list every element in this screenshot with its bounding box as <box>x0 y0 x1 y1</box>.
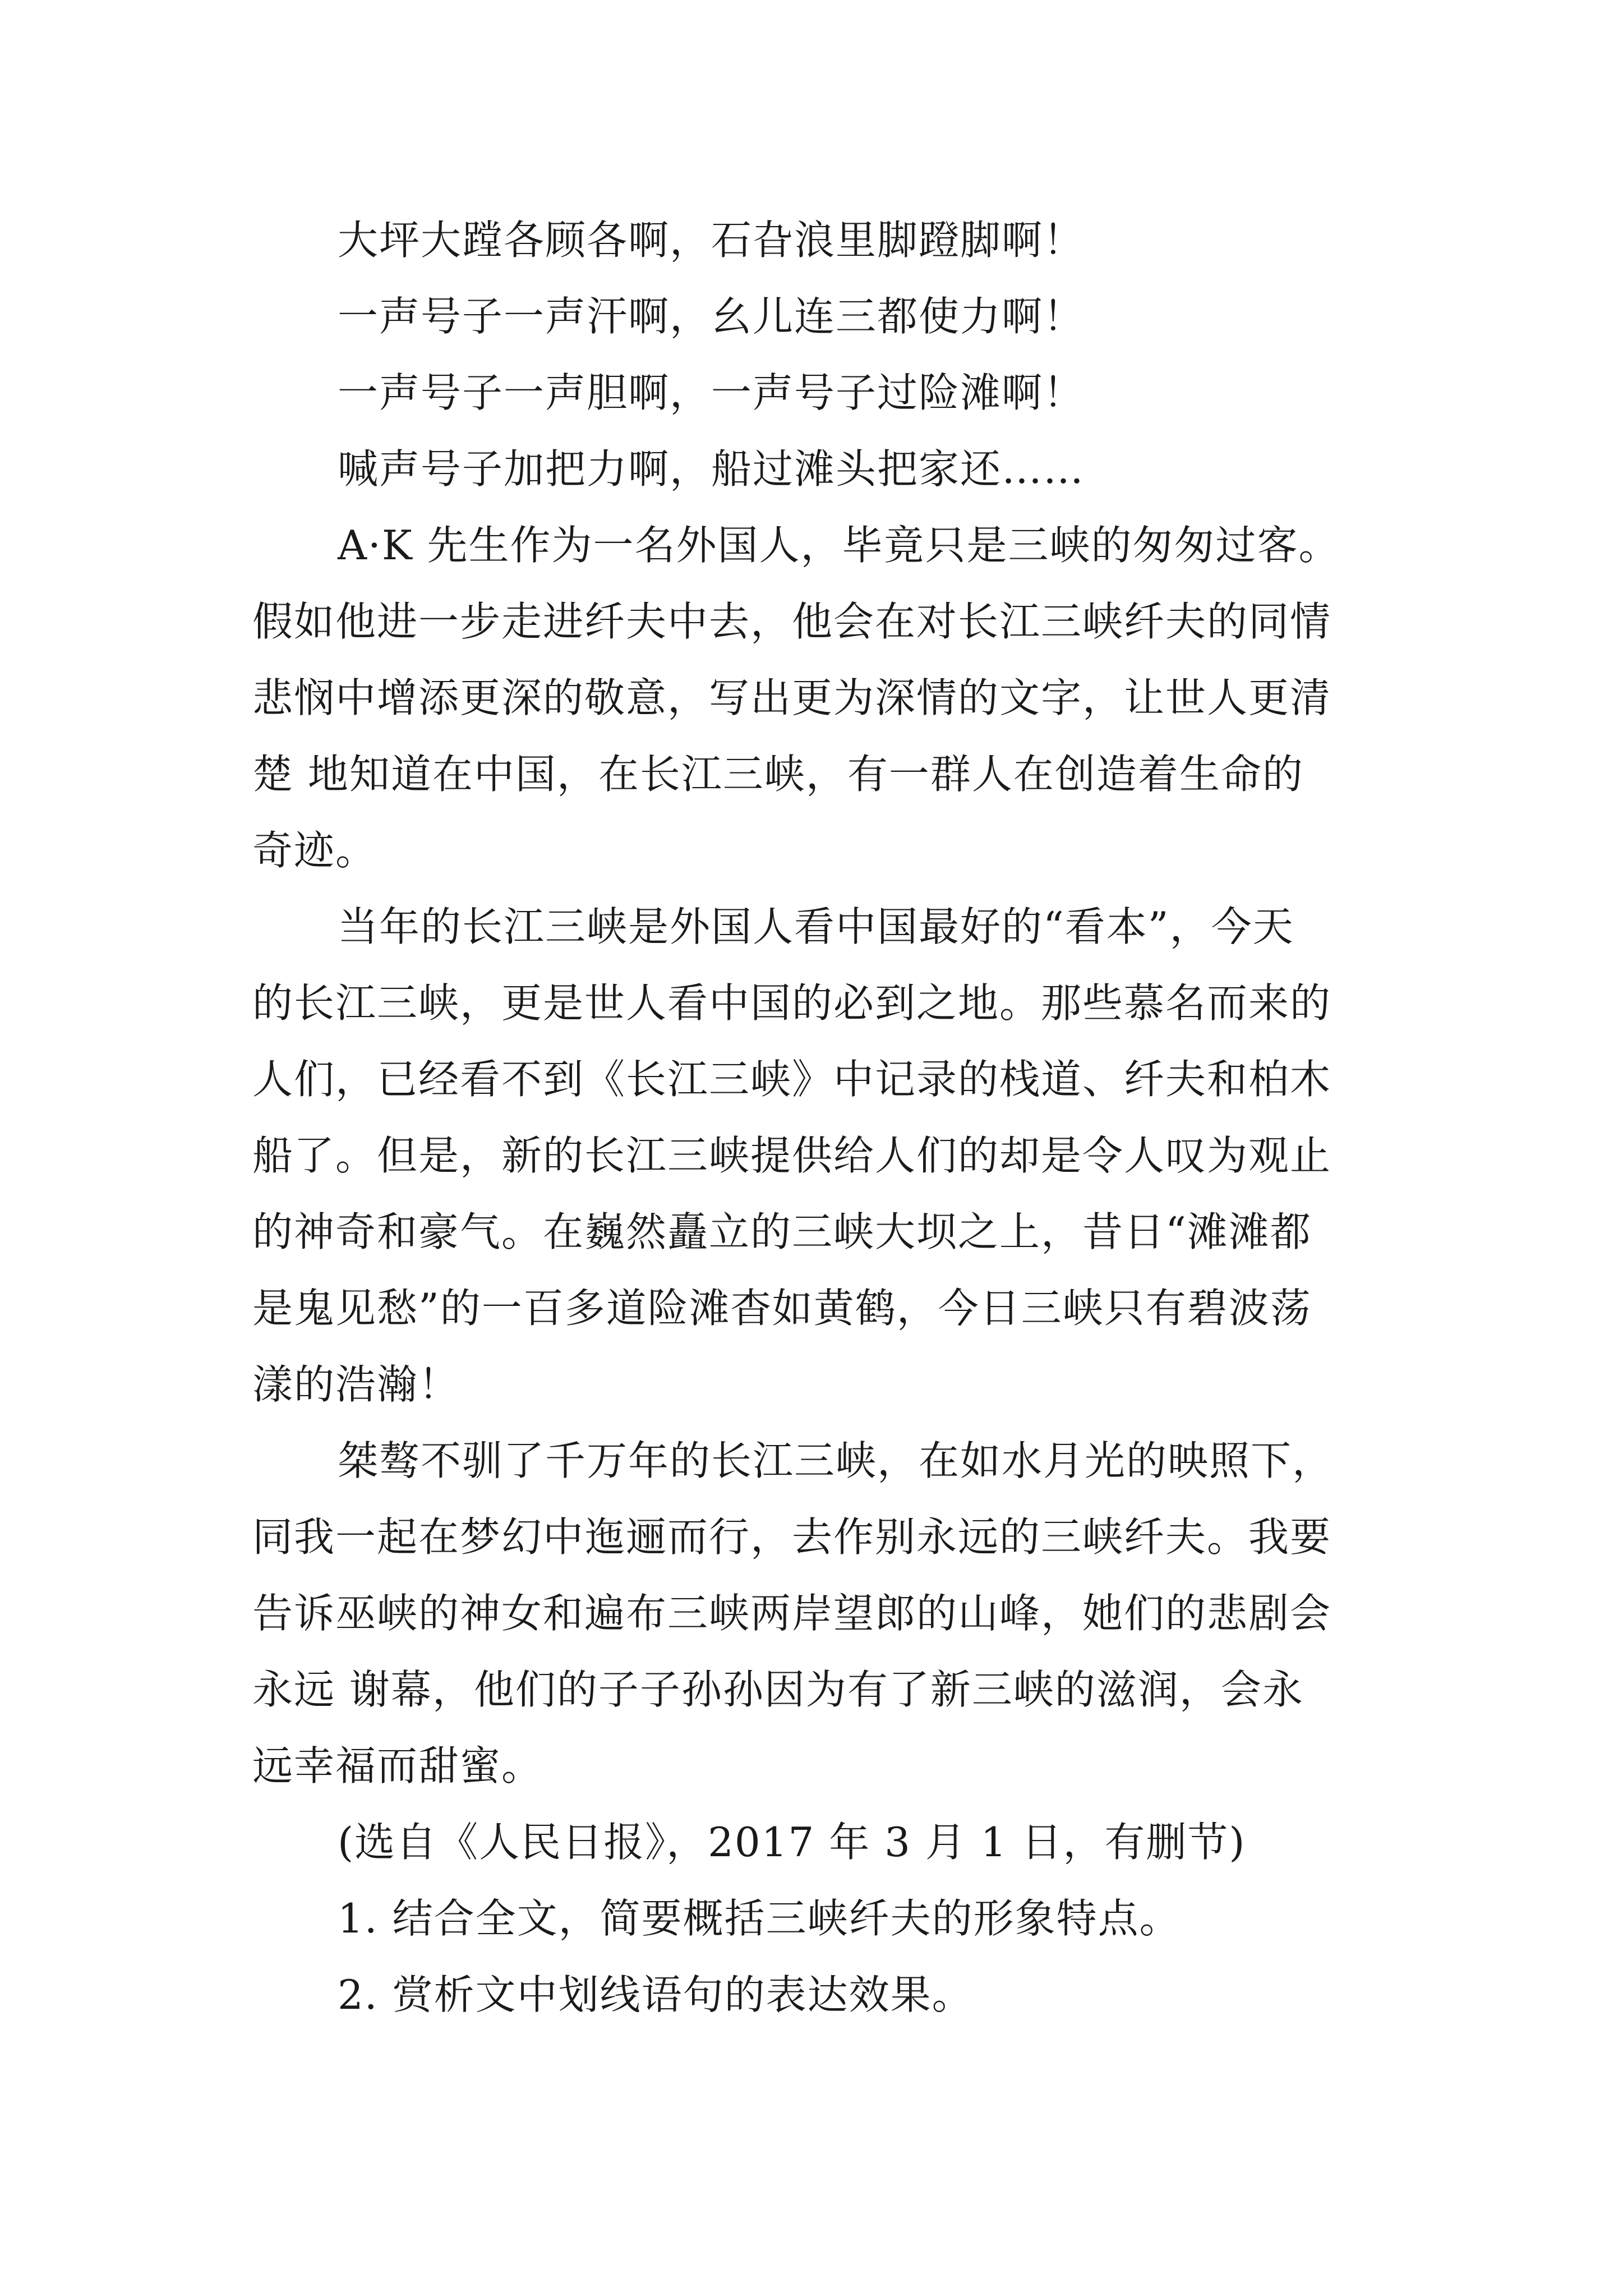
paragraph-line: 奇迹。 <box>252 827 377 874</box>
paragraph-line: 漾的浩瀚！ <box>252 1361 460 1408</box>
paragraph-line: 悲悯中增添更深的敬意，写出更为深情的文字，让世人更清 <box>252 674 1332 721</box>
paragraph-line: 桀骜不驯了千万年的长江三峡，在如水月光的映照下， <box>338 1437 1334 1484</box>
paragraph-line: 假如他进一步走进纤夫中去，他会在对长江三峡纤夫的同情 <box>252 598 1332 645</box>
song-lyrics <box>252 202 1385 507</box>
paragraph-three-gorges-then-now <box>252 889 1385 1423</box>
song-line: 一声号子一声汗啊，幺儿连三都使力啊！ <box>338 293 1085 340</box>
paragraph-line: 船了。但是，新的长江三峡提供给人们的却是令人叹为观止 <box>252 1132 1332 1179</box>
song-line: 大坪大蹚各顾各啊，石旮浪里脚蹬脚啊！ <box>338 217 1085 264</box>
paragraph-farewell <box>252 1423 1385 1804</box>
paragraph-line: 同我一起在梦幻中迤逦而行，去作别永远的三峡纤夫。我要 <box>252 1513 1332 1561</box>
document-page <box>252 202 1385 2033</box>
paragraph-line: 远幸福而甜蜜。 <box>252 1742 543 1789</box>
song-line: 一声号子一声胆啊，一声号子过险滩啊！ <box>338 369 1085 416</box>
paragraph-ak-visitor <box>252 507 1385 889</box>
paragraph-line: 人们，已经看不到《长江三峡》中记录的栈道、纤夫和柏木 <box>252 1056 1332 1103</box>
paragraph-line: 告诉巫峡的神女和遍布三峡两岸望郎的山峰，她们的悲剧会 <box>252 1590 1332 1637</box>
source-citation: (选自《人民日报》，2017 年 3 月 1 日，有删节) <box>338 1819 1246 1866</box>
paragraph-line: 永远 谢幕，他们的子子孙孙因为有了新三峡的滋润，会永 <box>252 1666 1304 1713</box>
paragraph-line: A·K 先生作为一名外国人，毕竟只是三峡的匆匆过客。 <box>338 522 1340 569</box>
paragraph-line: 当年的长江三峡是外国人看中国最好的“看本”，今天 <box>338 903 1294 950</box>
song-line: 喊声号子加把力啊，船过滩头把家还…… <box>338 445 1085 493</box>
paragraph-line: 是鬼见愁”的一百多道险滩杳如黄鹤，今日三峡只有碧波荡 <box>252 1285 1312 1332</box>
question-item: 1. 结合全文，简要概括三峡纤夫的形象特点。 <box>338 1895 1181 1942</box>
question-list <box>252 1880 1385 2033</box>
paragraph-line: 楚 地知道在中国，在长江三峡，有一群人在创造着生命的 <box>252 751 1304 798</box>
question-item: 2. 赏析文中划线语句的表达效果。 <box>338 1971 974 2018</box>
paragraph-line: 的长江三峡，更是世人看中国的必到之地。那些慕名而来的 <box>252 979 1332 1027</box>
paragraph-line: 的神奇和豪气。在巍然矗立的三峡大坝之上，昔日“滩滩都 <box>252 1208 1312 1255</box>
